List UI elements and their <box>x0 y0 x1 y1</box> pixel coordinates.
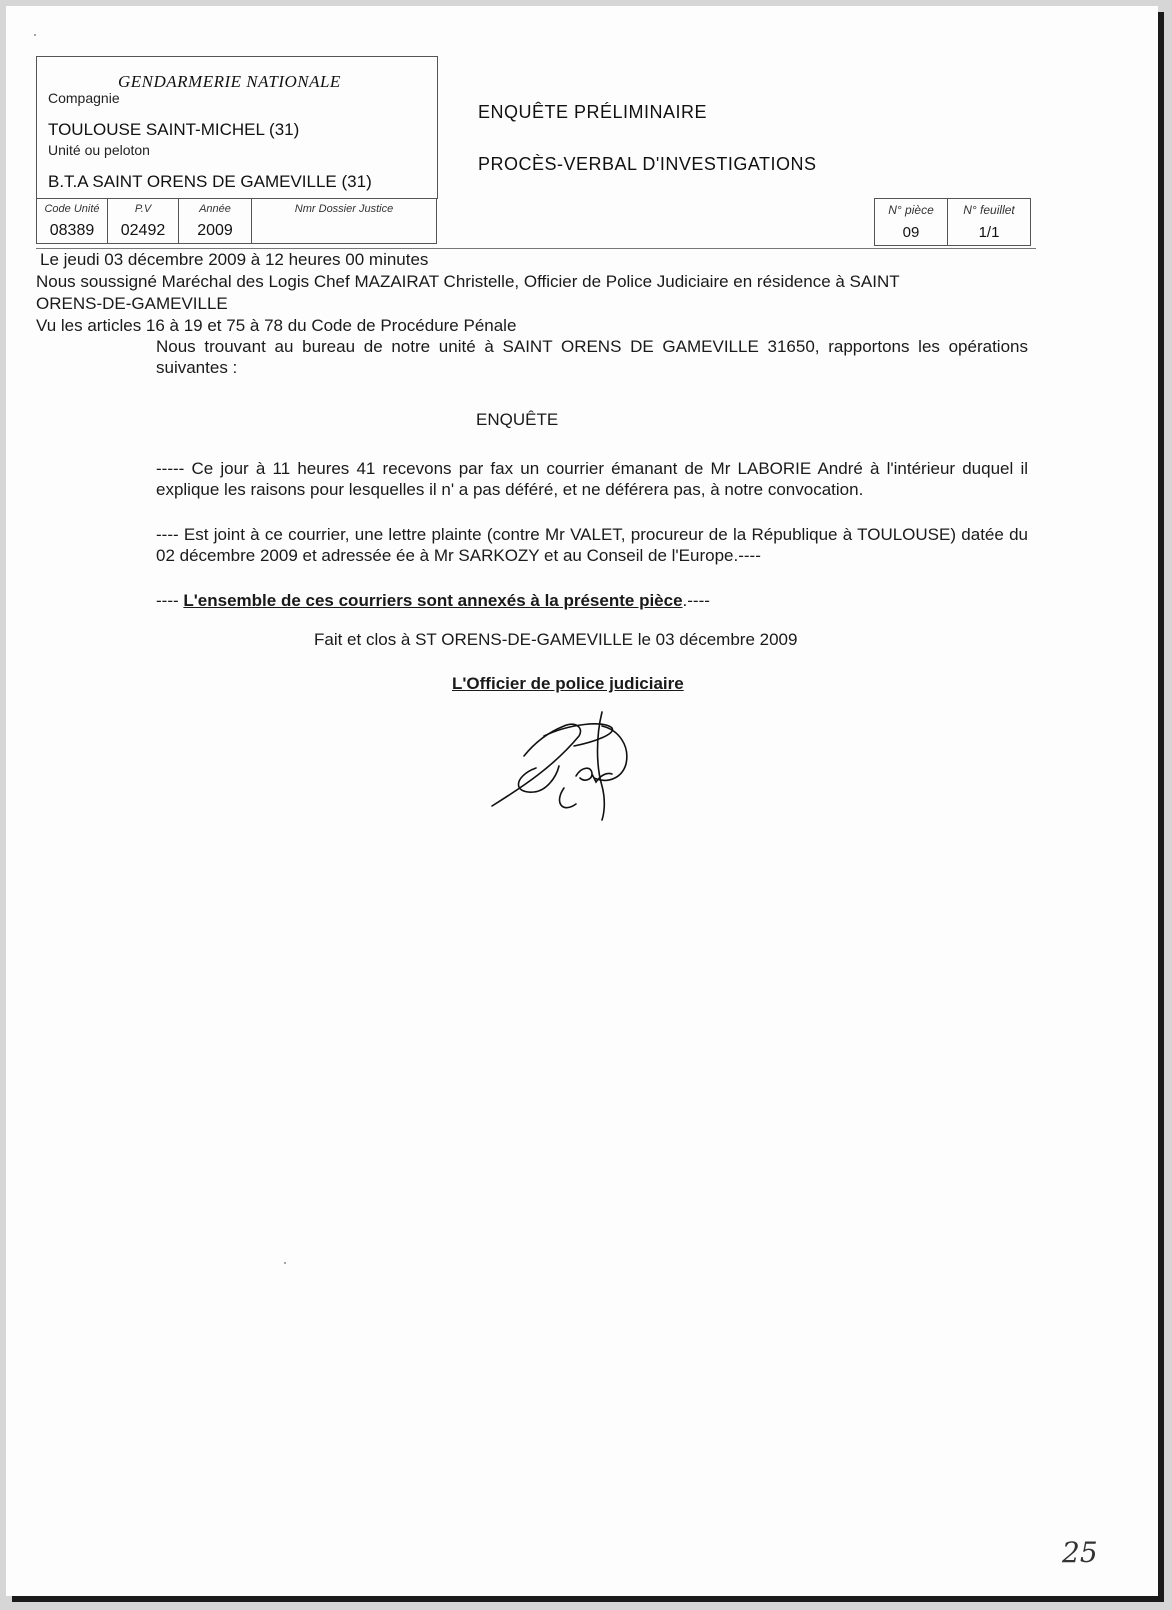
paragraph-3-suffix: .---- <box>682 591 710 610</box>
piece-value: 09 <box>902 224 920 241</box>
annee-label: Année <box>199 203 231 215</box>
intro-paragraph: Nous trouvant au bureau de notre unité à SAINT ORENS DE GAMEVILLE 31650, rapportons les opérations suivantes : <box>156 337 1028 377</box>
feuillet-value: 1/1 <box>978 224 1000 241</box>
document-subtype: PROCÈS-VERBAL D'INVESTIGATIONS <box>478 154 817 174</box>
articles-line: Vu les articles 16 à 19 et 75 à 78 du Code de Procédure Pénale <box>36 316 517 335</box>
company-label: Compagnie <box>48 90 120 106</box>
signature-image <box>484 706 654 826</box>
officer-line-2: ORENS-DE-GAMEVILLE <box>36 294 228 313</box>
piece-label: N° pièce <box>888 203 934 217</box>
pv-value: 02492 <box>120 222 166 239</box>
paragraph-3-bold: L'ensemble de ces courriers sont annexés à la présente pièce <box>183 591 683 610</box>
unit-value: B.T.A SAINT ORENS DE GAMEVILLE (31) <box>48 172 372 191</box>
page-number: 25 <box>1062 1536 1098 1569</box>
dossier-label: Nmr Dossier Justice <box>294 203 394 215</box>
annee-value: 2009 <box>197 222 233 239</box>
signatory-title: L'Officier de police judiciaire <box>452 674 684 693</box>
code-unite-value: 08389 <box>49 222 95 239</box>
paragraph-3-prefix: ---- <box>156 591 184 610</box>
scan-speck <box>34 34 36 36</box>
document-page <box>6 6 1158 1596</box>
header-divider <box>36 248 1036 249</box>
feuillet-label: N° feuillet <box>963 203 1015 217</box>
company-value: TOULOUSE SAINT-MICHEL (31) <box>48 120 300 139</box>
paragraph-3 <box>156 590 1028 611</box>
piece-table <box>874 198 1031 246</box>
date-line: Le jeudi 03 décembre 2009 à 12 heures 00 minutes <box>40 250 429 269</box>
codes-table <box>36 198 437 244</box>
pv-label: P.V <box>134 203 152 215</box>
officer-line-1: Nous soussigné Maréchal des Logis Chef MAZAIRAT Christelle, Officier de Police Judiciaire en résidence à SAINT <box>36 272 900 291</box>
unit-label: Unité ou peloton <box>48 142 150 158</box>
document-type: ENQUÊTE PRÉLIMINAIRE <box>478 102 708 122</box>
paragraph-2: ---- Est joint à ce courrier, une lettre plainte (contre Mr VALET, procureur de la République à TOULOUSE) datée du 02 décembre 2009 et adressée ée à Mr SARKOZY et au Conseil de l'Europe.---- <box>156 525 1028 565</box>
dossier-value <box>252 219 436 243</box>
section-title: ENQUÊTE <box>476 410 559 429</box>
paragraph-1: ----- Ce jour à 11 heures 41 recevons par fax un courrier émanant de Mr LABORIE André à l'intérieur duquel il explique les raisons pour lesquelles il n' a pas déféré, et ne déférera pas, à notre convocation. <box>156 459 1028 499</box>
code-unite-label: Code Unité <box>44 203 100 215</box>
closing-line: Fait et clos à ST ORENS-DE-GAMEVILLE le 03 décembre 2009 <box>314 630 798 649</box>
org-title: GENDARMERIE NATIONALE <box>118 72 341 91</box>
scan-speck <box>284 1262 286 1264</box>
